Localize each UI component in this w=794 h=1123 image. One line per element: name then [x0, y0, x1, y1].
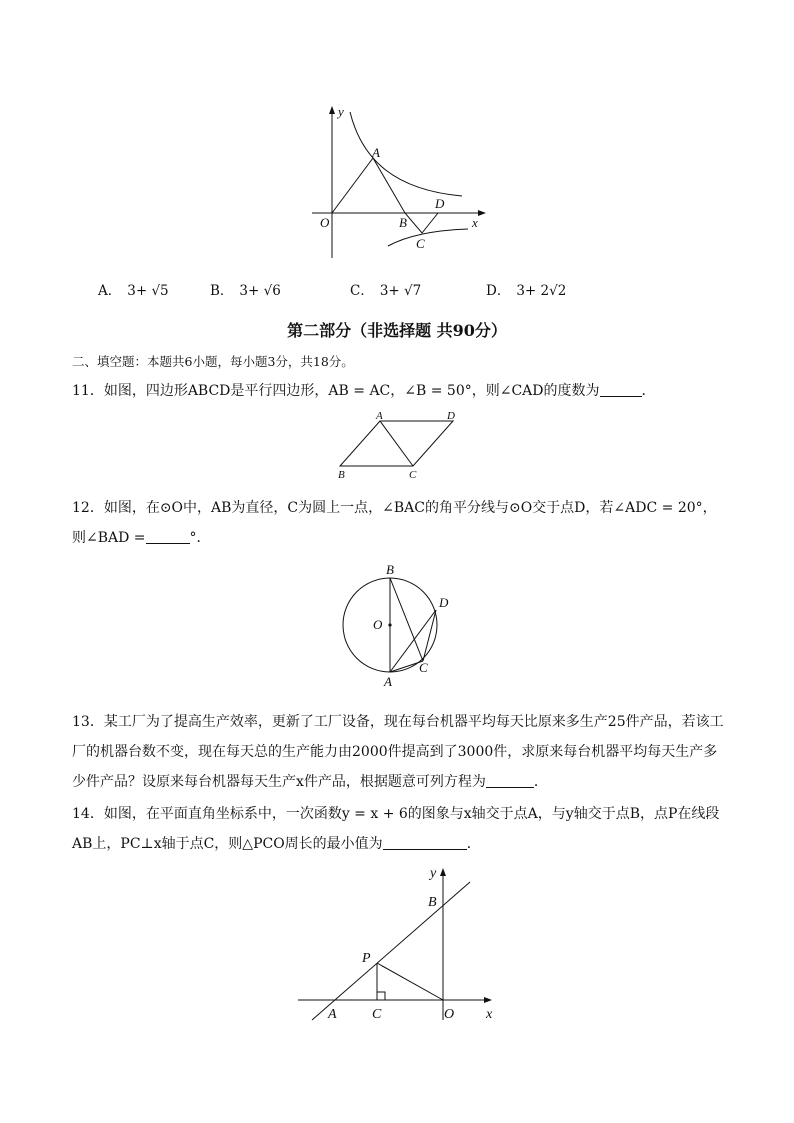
point-c-label: C [419, 660, 428, 675]
question-11: 11．如图，四边形ABCD是平行四边形，AB = AC，∠B = 50°，则∠CAD的度数为 ． [72, 383, 656, 399]
question-13-line-2: 厂的机器台数不变，现在每天总的生产能力由2000件提高到了3000件，求原来每台机器平均每天生产多 [72, 744, 718, 760]
figure-linear-function [290, 860, 505, 1030]
y-axis-label: y [338, 104, 344, 119]
option-b: B． 3+ √6 [210, 283, 281, 299]
point-a-label: A [328, 1007, 337, 1022]
answer-blank-14 [383, 835, 467, 850]
point-b-label: B [428, 895, 437, 910]
point-b-label: B [338, 469, 345, 480]
point-a-label: A [376, 410, 383, 422]
point-c-label: C [409, 469, 417, 480]
point-b-label: B [399, 215, 407, 230]
answer-blank-11 [600, 382, 642, 397]
option-a: A． 3+ √5 [98, 283, 169, 299]
x-axis-label: x [486, 1007, 493, 1022]
origin-label: O [444, 1007, 455, 1022]
option-d: D． 3+ 2√2 [486, 283, 567, 299]
question-14-line-2: AB上，PC⊥x轴于点C，则△PCO周长的最小值为 ． [72, 836, 481, 852]
point-d-label: D [435, 196, 445, 211]
question-12-line-2: 则∠BAD = °． [72, 530, 211, 546]
option-c: C． 3+ √7 [350, 283, 422, 299]
y-axis-label: y [430, 866, 437, 881]
point-a-label: A [372, 145, 380, 160]
x-axis-label: x [472, 215, 478, 230]
point-d-label: D [439, 595, 449, 610]
point-p-label: P [362, 951, 371, 966]
figure-parallelogram [330, 408, 470, 480]
question-14-line-1: 14．如图，在平面直角坐标系中，一次函数y = x + 6的图象与x轴交于点A，与y轴交于点B，点P在线段 [72, 806, 720, 822]
point-c-label: C [372, 1007, 382, 1022]
question-13-line-1: 13．某工厂为了提高生产效率，更新了工厂设备，现在每台机器平均每天比原来多生产25件产品，若该工 [72, 714, 724, 730]
origin-label: O [320, 215, 330, 230]
figure-hyperbola-triangle [300, 100, 500, 265]
figure-circle [335, 560, 460, 690]
question-12-line-1: 12．如图，在⊙O中，AB为直径，C为圆上一点，∠BAC的角平分线与⊙O交于点D，若∠ADC = 20°， [72, 500, 717, 516]
answer-blank-13 [486, 773, 534, 788]
point-a-label: A [384, 674, 392, 689]
center-o-label: O [373, 617, 383, 632]
point-b-label: B [386, 562, 394, 577]
point-c-label: C [416, 236, 425, 251]
question-13-line-3: 少件产品？设原来每台机器每天生产x件产品，根据题意可列方程为 ． [72, 774, 548, 790]
section-intro: 二、填空题：本题共6小题，每小题3分，共18分。 [72, 354, 354, 369]
point-d-label: D [447, 410, 455, 422]
section-title: 第二部分（非选择题 共90分） [287, 321, 507, 340]
answer-blank-12 [146, 529, 190, 544]
